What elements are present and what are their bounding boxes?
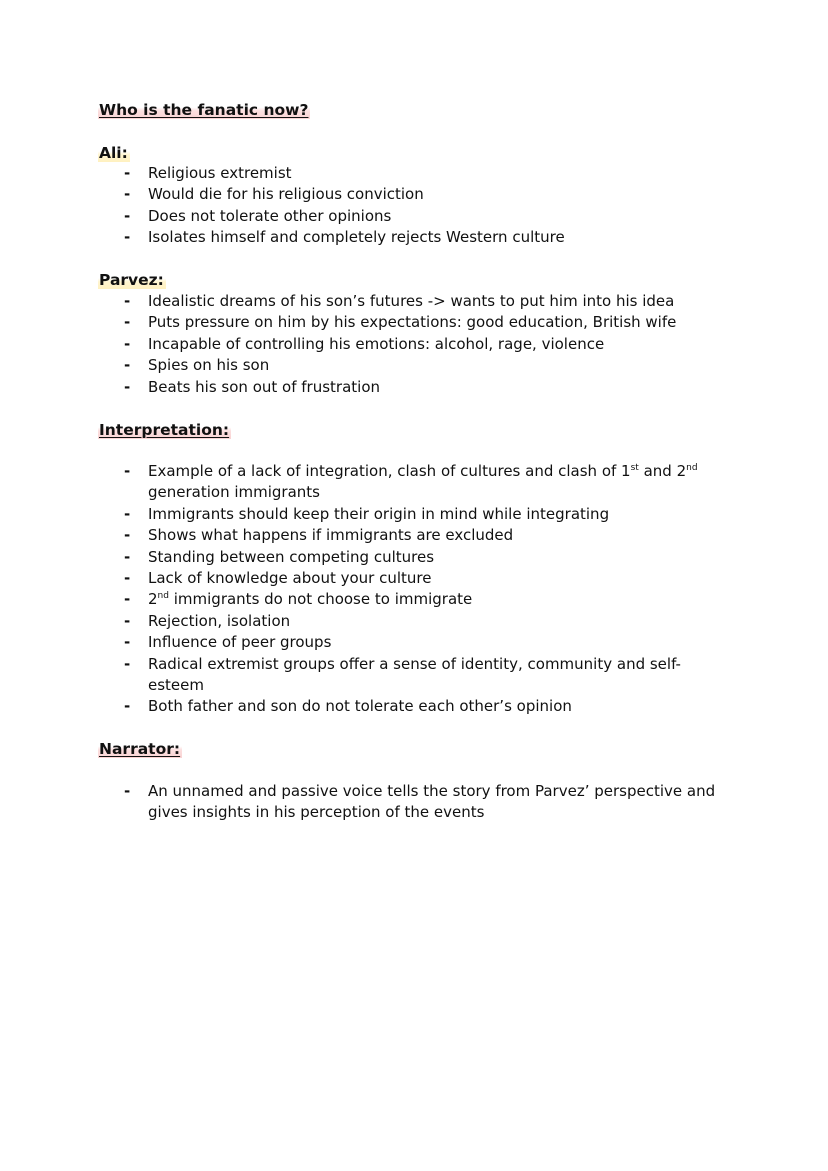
list-item bbox=[124, 334, 734, 355]
interpretation-list bbox=[124, 461, 734, 718]
narrator-list bbox=[124, 781, 734, 824]
bullet-dash: - bbox=[124, 547, 131, 566]
list-item-text: Rejection, isolation bbox=[148, 611, 291, 630]
bullet-dash: - bbox=[124, 377, 131, 396]
narrator-heading bbox=[98, 739, 182, 759]
list-item bbox=[124, 611, 734, 632]
bullet-dash: - bbox=[124, 569, 131, 588]
bullet-dash: - bbox=[124, 313, 131, 332]
list-item bbox=[124, 291, 734, 312]
list-item-text: Incapable of controlling his emotions: alcohol, rage, violence bbox=[148, 334, 605, 353]
ali-heading-text: Ali: bbox=[99, 144, 128, 162]
list-item bbox=[124, 163, 734, 184]
parvez-heading-text: Parvez: bbox=[99, 271, 164, 289]
list-item bbox=[124, 206, 734, 227]
bullet-dash: - bbox=[124, 228, 131, 247]
list-item bbox=[124, 312, 734, 333]
bullet-dash: - bbox=[124, 206, 131, 225]
document-title-text: Who is the fanatic now? bbox=[99, 101, 309, 119]
bullet-dash: - bbox=[124, 462, 131, 480]
list-item-text: Isolates himself and completely rejects Western culture bbox=[148, 228, 565, 247]
list-item-text: An unnamed and passive voice tells the story from Parvez’ perspective and gives insights in his perception of the events bbox=[148, 782, 716, 822]
ali-list bbox=[124, 163, 734, 249]
narrator-heading-text: Narrator: bbox=[99, 740, 181, 758]
list-item-text: Idealistic dreams of his son’s futures -> wants to put him into his idea bbox=[148, 292, 675, 310]
bullet-dash: - bbox=[124, 633, 131, 652]
list-item bbox=[124, 184, 734, 205]
list-item bbox=[124, 781, 734, 824]
bullet-dash: - bbox=[124, 164, 131, 182]
parvez-heading bbox=[98, 270, 166, 290]
list-item bbox=[124, 568, 734, 589]
list-item-text: Spies on his son bbox=[148, 356, 270, 375]
list-item-text: Does not tolerate other opinions bbox=[148, 206, 392, 225]
list-item bbox=[124, 377, 734, 398]
bullet-dash: - bbox=[124, 654, 131, 673]
list-item bbox=[124, 227, 734, 248]
bullet-dash: - bbox=[124, 782, 131, 800]
bullet-dash: - bbox=[124, 590, 131, 609]
list-item-text: Influence of peer groups bbox=[148, 633, 332, 652]
list-item bbox=[124, 355, 734, 376]
list-item-text: Beats his son out of frustration bbox=[148, 377, 381, 396]
list-item-text: Example of a lack of integration, clash of cultures and clash of 1st and 2nd generation immigrants bbox=[148, 462, 698, 502]
bullet-dash: - bbox=[124, 356, 131, 375]
list-item bbox=[124, 504, 734, 525]
bullet-dash: - bbox=[124, 697, 131, 716]
list-item bbox=[124, 461, 734, 504]
list-item-text: Standing between competing cultures bbox=[148, 547, 435, 566]
parvez-list bbox=[124, 291, 734, 398]
bullet-dash: - bbox=[124, 504, 131, 523]
list-item-text: Shows what happens if immigrants are excluded bbox=[148, 526, 514, 545]
bullet-dash: - bbox=[124, 185, 131, 204]
list-item-text: Puts pressure on him by his expectations: good education, British wife bbox=[148, 313, 677, 332]
list-item bbox=[124, 654, 734, 697]
list-item bbox=[124, 525, 734, 546]
bullet-dash: - bbox=[124, 334, 131, 353]
list-item-text: Would die for his religious conviction bbox=[148, 185, 424, 204]
list-item bbox=[124, 589, 734, 610]
list-item bbox=[124, 632, 734, 653]
list-item-text: Immigrants should keep their origin in mind while integrating bbox=[148, 504, 610, 523]
list-item bbox=[124, 547, 734, 568]
list-item-text: Religious extremist bbox=[148, 164, 292, 182]
ali-heading bbox=[98, 143, 130, 163]
list-item-text: Lack of knowledge about your culture bbox=[148, 569, 432, 588]
bullet-dash: - bbox=[124, 292, 131, 310]
list-item-text: 2nd immigrants do not choose to immigrate bbox=[148, 590, 473, 609]
list-item-text: Radical extremist groups offer a sense of identity, community and self-esteem bbox=[148, 654, 681, 695]
interpretation-heading bbox=[98, 420, 231, 440]
bullet-dash: - bbox=[124, 526, 131, 545]
document-title bbox=[98, 100, 310, 120]
bullet-dash: - bbox=[124, 611, 131, 630]
list-item-text: Both father and son do not tolerate each other’s opinion bbox=[148, 697, 572, 716]
interpretation-heading-text: Interpretation: bbox=[99, 421, 230, 439]
list-item bbox=[124, 696, 734, 717]
